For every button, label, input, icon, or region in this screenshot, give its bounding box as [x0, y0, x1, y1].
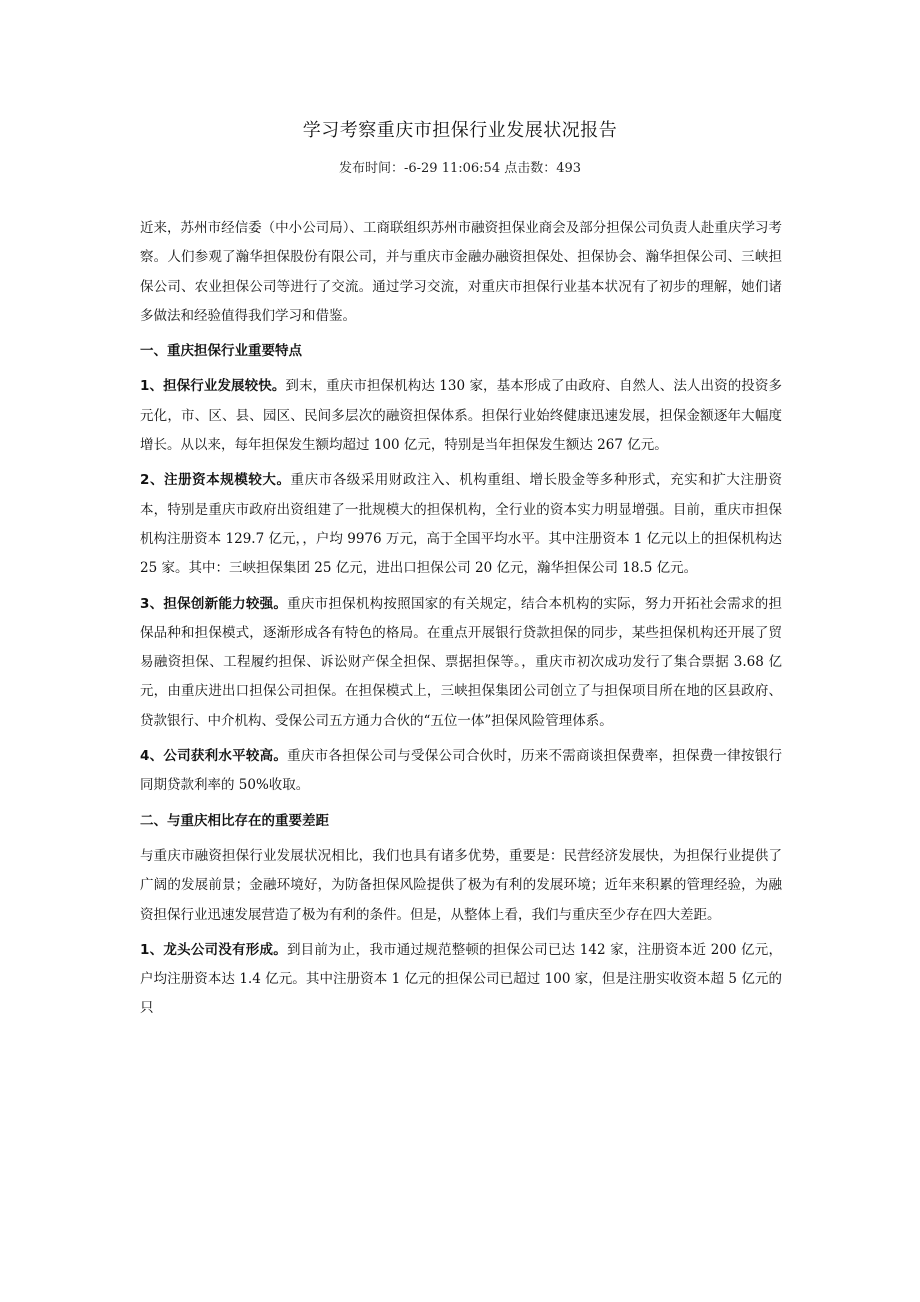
item-lead: 2、注册资本规模较大。 — [140, 472, 291, 489]
section-heading-1: 一、重庆担保行业重要特点 — [140, 343, 302, 360]
intro-paragraph: 近来，苏州市经信委（中小公司局）、工商联组织苏州市融资担保业商会及部分担保公司负责人赴重庆学习考察。人们参观了瀚华担保股份有限公司，并与重庆市金融办融资担保处、担保协会、瀚华担保公司、三峡担保公司、农业担保公司等进行了交流。通过学习交流，对重庆市担保行业基本状况有了初步的理解，她们诸多做法和经验值得我们学习和借鉴。 — [140, 220, 782, 324]
document-body — [140, 214, 782, 1030]
item-lead: 1、担保行业发展较快。 — [140, 378, 286, 395]
section-heading-2: 二、与重庆相比存在的重要差距 — [140, 812, 329, 829]
section2-item-1 — [140, 936, 782, 1024]
item-lead: 3、担保创新能力较强。 — [140, 595, 288, 612]
item-lead: 1、龙头公司没有形成。 — [140, 941, 287, 958]
item-text: 重庆市担保机构按照国家的有关规定，结合本机构的实际，努力开拓社会需求的担保品种和担保模式，逐渐形成各有特色的格局。在重点开展银行贷款担保的同步，某些担保机构还开展了贸易融资担保、工程履约担保、诉讼财产保全担保、票据担保等。，重庆市初次成功发行了集合票据 3.68 亿元，由重庆进出口担保公司担保。在担保模式上，三峡担保集团公司创立了与担保项目所在地的区县政府、贷款银行、中介机构、受保公司五方通力合伙的“五位一体”担保风险管理体系。 — [140, 595, 782, 729]
section1-item-4 — [140, 742, 782, 801]
item-text: 重庆市各担保公司与受保公司合伙时，历来不需商谈担保费率，担保费一律按银行同期贷款利率的 50%收取。 — [140, 748, 782, 794]
item-lead: 4、公司获利水平较高。 — [140, 748, 288, 765]
section1-item-1 — [140, 372, 782, 460]
document-title: 学习考察重庆市担保行业发展状况报告 — [302, 120, 618, 141]
section1-item-2 — [140, 466, 782, 583]
item-text: 到目前为止，我市通过规范整顿的担保公司已达 142 家，注册资本近 200 亿元，户均注册资本达 1.4 亿元。其中注册资本 1 亿元的担保公司已超过 100 家，但是注册实收资本超 5 亿元的只 — [140, 941, 782, 1017]
section1-item-3 — [140, 590, 782, 736]
publish-meta: 发布时间：-6-29 11:06:54 点击数：493 — [338, 161, 582, 176]
section2-intro: 与重庆市融资担保行业发展状况相比，我们也具有诸多优势，重要是：民营经济发展快，为担保行业提供了广阔的发展前景；金融环境好，为防备担保风险提供了极为有利的发展环境；近年来积累的管理经验，为融资担保行业迅速发展营造了极为有利的条件。但是，从整体上看，我们与重庆至少存在四大差距。 — [140, 847, 782, 923]
item-text: 到末，重庆市担保机构达 130 家，基本形成了由政府、自然人、法人出资的投资多元化，市、区、县、园区、民间多层次的融资担保体系。担保行业始终健康迅速发展，担保金额逐年大幅度增长。从以来，每年担保发生额均超过 100 亿元，特别是当年担保发生额达 267 亿元。 — [140, 378, 782, 454]
item-text: 重庆市各级采用财政注入、机构重组、增长股金等多种形式，充实和扩大注册资本，特别是重庆市政府出资组建了一批规模大的担保机构，全行业的资本实力明显增强。目前，重庆市担保机构注册资本 129.7 亿元，，户均 9976 万元，高于全国平均水平。其中注册资本 1 亿元以上的担保机构达 25 家。其中：三峡担保集团 25 亿元，进出口担保公司 20 亿元，瀚华担保公司 18.5 亿元。 — [140, 472, 782, 577]
